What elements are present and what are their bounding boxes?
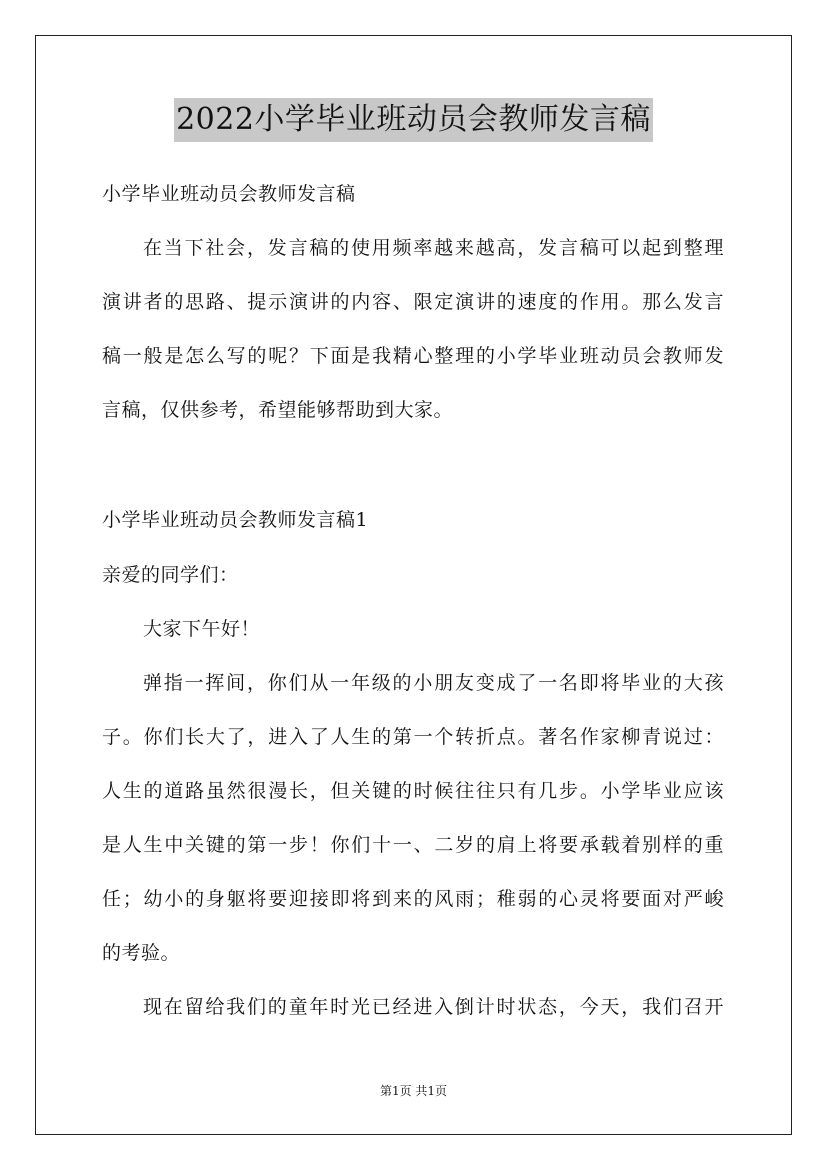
body-line-6: 的考验。 [102, 942, 181, 964]
section-heading: 小学毕业班动员会教师发言稿1 [102, 509, 369, 531]
intro-line-4: 言稿，仅供参考，希望能够帮助到大家。 [102, 399, 454, 421]
salutation: 亲爱的同学们： [102, 564, 239, 586]
title-container [0, 98, 827, 142]
body-line-4: 是人生中关键的第一步！你们十一、二岁的肩上将要承载着别样的重 [102, 834, 724, 856]
intro-line-1: 在当下社会，发言稿的使用频率越来越高，发言稿可以起到整理 [143, 237, 724, 259]
document-title: 2022小学毕业班动员会教师发言稿 [174, 98, 653, 142]
intro-line-2: 演讲者的思路、提示演讲的内容、限定演讲的速度的作用。那么发言 [102, 291, 724, 313]
body-line-5: 任；幼小的身躯将要迎接即将到来的风雨；稚弱的心灵将要面对严峻 [102, 888, 724, 910]
body-last-line: 现在留给我们的童年时光已经进入倒计时状态，今天，我们召开 [143, 996, 724, 1018]
body-line-3: 人生的道路虽然很漫长，但关键的时候往往只有几步。小学毕业应该 [102, 780, 724, 802]
document-subtitle: 小学毕业班动员会教师发言稿 [102, 183, 356, 205]
greeting: 大家下午好！ [143, 618, 261, 640]
body-line-2: 子。你们长大了，进入了人生的第一个转折点。著名作家柳青说过： [102, 726, 724, 748]
body-line-1: 弹指一挥间，你们从一年级的小朋友变成了一名即将毕业的大孩 [143, 672, 724, 694]
intro-line-3: 稿一般是怎么写的呢？下面是我精心整理的小学毕业班动员会教师发 [102, 345, 724, 367]
page-footer: 第1页 共1页 [379, 1084, 448, 1098]
